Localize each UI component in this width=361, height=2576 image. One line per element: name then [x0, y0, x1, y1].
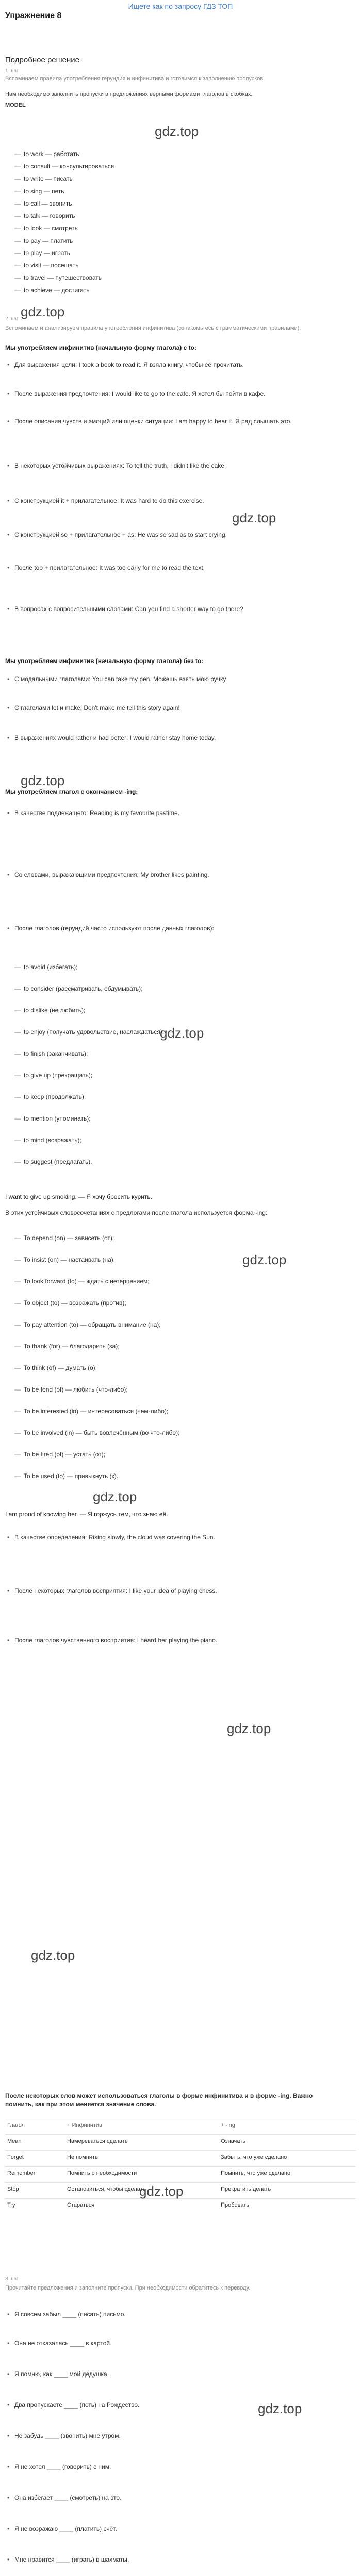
exercise-item: • Мне нравится ____ (играть) в шахматы. [14, 2555, 350, 2564]
list-item: — to look — смотреть [14, 225, 78, 232]
list-item: — to travel — путешествовать [14, 274, 102, 281]
rule-paragraph: • После глаголов чувственного восприятия: I heard her playing the piano. [14, 1636, 350, 1645]
list-item: — to suggest (предлагать). [14, 1158, 92, 1165]
list-item: — To insist (on) — настаивать (на); [14, 1256, 116, 1263]
list-item: — to avoid (избегать); [14, 963, 78, 971]
list-item: — To object (to) — возражать (против); [14, 1299, 126, 1307]
list-item: — to talk — говорить [14, 212, 75, 219]
table-cell: Forget [5, 2151, 65, 2167]
list-item: — to give up (прекращать); [14, 1072, 93, 1079]
section-ing: Мы употребляем глагол с окончанием -ing: [5, 788, 138, 795]
table-header-cell: + -ing [219, 2119, 356, 2135]
list-item: — To be tired (of) — устать (от); [14, 1451, 105, 1458]
list-item: — To be involved (in) — быть вовлечённым (во что-либо); [14, 1429, 180, 1436]
watermark: gdz.top [155, 124, 199, 139]
watermark: gdz.top [21, 773, 65, 788]
list-item: — To be used (to) — привыкнуть (к). [14, 1472, 119, 1480]
list-item: — to play — играть [14, 249, 70, 257]
table-cell: Remember [5, 2167, 65, 2183]
watermark: gdz.top [227, 1721, 271, 1736]
step1-instruction: Вспоминаем правила употребления герундия и инфинитива и готовимся к заполнению пропусков. [5, 76, 265, 82]
list-item: — To depend (on) — зависеть (от); [14, 1234, 114, 1242]
list-item: — To pay attention (to) — обращать внимание (на); [14, 1321, 161, 1328]
step3-instruction: Прочитайте предложения и заполните пропуски. При необходимости обратитесь к переводу. [5, 2285, 250, 2291]
table-cell: Try [5, 2199, 65, 2215]
list-item: — to call — звонить [14, 200, 72, 207]
rule-paragraph: • С конструкцией it + прилагательное: It was hard to do this exercise. [14, 497, 350, 505]
rule-paragraph: • С глаголами let и make: Don't make me tell this story again! [14, 704, 350, 712]
section-bare-infinitive: Мы употребляем инфинитив (начальную форму глагола) без to: [5, 657, 204, 665]
table-header-cell: + Инфинитив [65, 2119, 219, 2135]
table-cell: Mean [5, 2135, 65, 2151]
list-item: — To be interested (in) — интересоваться (чем-либо); [14, 1408, 169, 1415]
exercise-item: • Я не хотел ____ (говорить) с ним. [14, 2463, 350, 2471]
step2-label: 2 шаг [5, 316, 19, 322]
table-cell: Пробовать [219, 2199, 356, 2215]
table-cell: Стараться [65, 2199, 219, 2215]
top-link[interactable]: Ищете как по запросу ГДЗ ТОП [128, 2, 233, 10]
table-row [5, 2151, 356, 2167]
solution-title: Подробное решение [5, 56, 80, 64]
list-item: — to sing — петь [14, 188, 64, 195]
table-cell: Остановиться, чтобы сделать [65, 2183, 219, 2199]
step1-label: 1 шаг [5, 68, 19, 74]
table-row [5, 2199, 356, 2215]
watermark: gdz.top [232, 510, 276, 526]
exercise-item: • Я помню, как ____ мой дедушка. [14, 2370, 350, 2378]
table-cell: Не помнить [65, 2151, 219, 2167]
table-cell: Stop [5, 2183, 65, 2199]
watermark: gdz.top [93, 1489, 137, 1504]
exercise-item: • Она избегает ____ (смотреть) на это. [14, 2494, 350, 2502]
list-item: — to work — работать [14, 150, 79, 158]
table-intro: После некоторых слов может использоваться глаголы в форме инфинитива и в форме -ing. Важно помнить, как при этом меняется значение слова. [5, 2092, 313, 2108]
list-item: — to enjoy (получать удовольствие, наслаждаться); [14, 1028, 165, 1036]
list-item: — To look forward (to) — ждать с нетерпением; [14, 1278, 150, 1285]
list-item: — To think (of) — думать (о); [14, 1364, 97, 1371]
table-row [5, 2167, 356, 2183]
rule-paragraph: • После выражения предпочтения: I would like to go to the cafe. Я хотел бы пойти в кафе. [14, 389, 350, 398]
watermark: gdz.top [139, 2183, 184, 2199]
table-cell: Намереваться сделать [65, 2135, 219, 2151]
exercise-title: Упражнение 8 [5, 11, 62, 20]
exercise-item: • Я не возражаю ____ (платить) счёт. [14, 2524, 350, 2533]
table-header-cell: Глагол [5, 2119, 65, 2135]
watermark: gdz.top [242, 1252, 287, 1267]
rule-paragraph: • С конструкцией so + прилагательное + as: He was so sad as to start crying. [14, 531, 350, 539]
watermark: gdz.top [31, 1947, 75, 1963]
list-item: — To thank (for) — благодарить (за); [14, 1343, 120, 1350]
list-item: — to visit — посещать [14, 262, 79, 269]
table-cell: Означать [219, 2135, 356, 2151]
rule-paragraph: • В вопросах с вопросительными словами: Can you find a shorter way to go there? [14, 605, 350, 613]
verb-meaning-table [5, 2119, 356, 2214]
list-item: — To be fond (of) — любить (что-либо); [14, 1386, 128, 1393]
watermark: gdz.top [21, 304, 65, 319]
exercise-item: • Я совсем забыл ____ (писать) письмо. [14, 2310, 350, 2318]
list-item: — to mention (упоминать); [14, 1115, 91, 1122]
rule-paragraph: • После глаголов (герундий часто используют после данных глаголов): [14, 924, 350, 933]
exercise-item: • Не забудь ____ (звонить) мне утром. [14, 2432, 350, 2440]
rule-paragraph: • С модальными глаголами: You can take my pen. Можешь взять мою ручку. [14, 675, 350, 683]
table-cell: Прекратить делать [219, 2183, 356, 2199]
table-row [5, 2135, 356, 2151]
section-to-infinitive: Мы употребляем инфинитив (начальную форму глагола) с to: [5, 344, 196, 351]
list-item: — to mind (возражать); [14, 1137, 81, 1144]
pride-sentence: I am proud of knowing her. — Я горжусь тем, что знаю её. [5, 1511, 168, 1518]
example-sentence: I want to give up smoking. — Я хочу бросить курить. [5, 1193, 152, 1200]
watermark: gdz.top [258, 2401, 302, 2416]
prep-intro: В этих устойчивых словосочетаниях с предлогами после глагола используется форма -ing: [5, 1209, 268, 1216]
list-item: — to pay — платить [14, 237, 73, 244]
list-item: — to consider (рассматривать, обдумывать); [14, 985, 143, 992]
list-item: — to finish (заканчивать); [14, 1050, 88, 1057]
rule-paragraph: • В выражениях would rather и had better: I would rather stay home today. [14, 734, 350, 742]
step3-label: 3 шаг [5, 2276, 19, 2282]
step1-heading: MODEL [5, 102, 26, 108]
step1-task: Нам необходимо заполнить пропуски в предложениях верными формами глаголов в скобках. [5, 91, 253, 97]
watermark: gdz.top [160, 1025, 204, 1041]
list-item: — to achieve — достигать [14, 286, 90, 294]
table-cell: Забыть, что уже сделано [219, 2151, 356, 2167]
rule-paragraph: • Со словами, выражающими предпочтения: My brother likes painting. [14, 871, 350, 879]
rule-paragraph: • В качестве подлежащего: Reading is my favourite pastime. [14, 809, 350, 817]
table-cell: Помнить, что уже сделано [219, 2167, 356, 2183]
list-item: — to dislike (не любить); [14, 1007, 86, 1014]
step2-instruction: Вспоминаем и анализируем правила употребления инфинитива (ознакомьтесь с грамматическими правилами). [5, 325, 301, 331]
list-item: — to keep (продолжать); [14, 1093, 86, 1100]
exercise-item: • Два пропускаете ____ (петь) на Рождество. [14, 2401, 350, 2409]
list-item: — to write — писать [14, 175, 73, 182]
table-header-row [5, 2119, 356, 2135]
rule-paragraph: • После too + прилагательное: It was too early for me to read the text. [14, 564, 350, 572]
exercise-item: • Она не отказалась ____ в картой. [14, 2339, 350, 2347]
rule-paragraph: • Для выражения цели: I took a book to read it. Я взяла книгу, чтобы её прочитать. [14, 361, 350, 369]
rule-paragraph: • После некоторых глаголов восприятия: I like your idea of playing chess. [14, 1587, 350, 1595]
rule-paragraph: • В качестве определения: Rising slowly, the cloud was covering the Sun. [14, 1533, 350, 1541]
table-cell: Помнить о необходимости [65, 2167, 219, 2183]
rule-paragraph: • После описания чувств и эмоций или оценки ситуации: I am happy to hear it. Я рад слышать это. [14, 417, 350, 426]
rule-paragraph: • В некоторых устойчивых выражениях: To tell the truth, I didn't like the cake. [14, 462, 350, 470]
list-item: — to consult — консультироваться [14, 163, 114, 170]
